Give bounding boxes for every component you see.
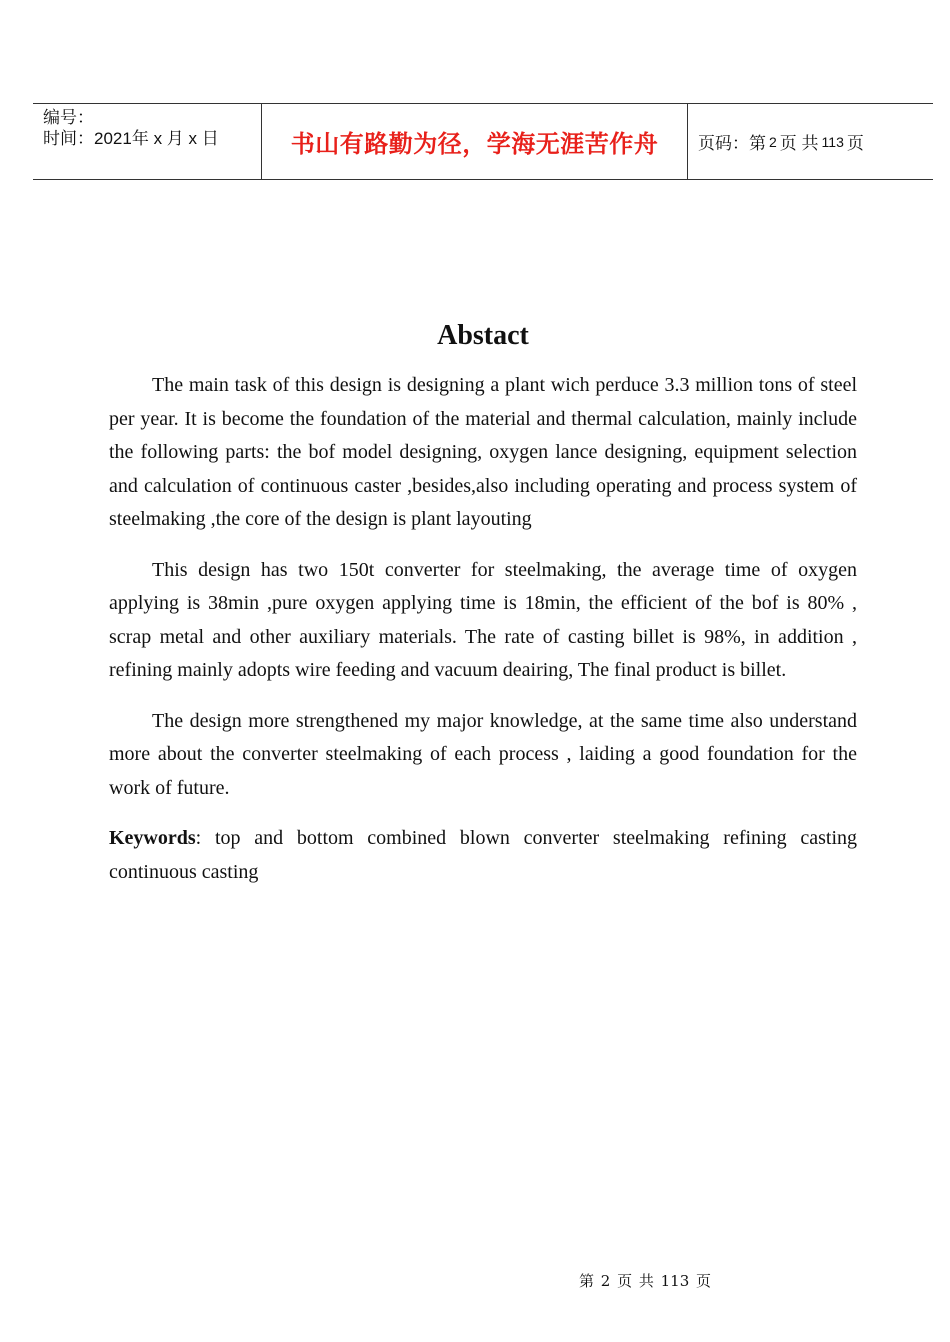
keywords-line — [109, 822, 857, 889]
document-time-line — [43, 128, 261, 149]
keywords-text: : top and bottom combined blown converter steelmaking refining casting continuous casting — [109, 827, 857, 883]
document-number-label: 编号： — [43, 108, 94, 127]
page-number: 2 — [769, 133, 777, 150]
header-page-cell — [688, 104, 933, 179]
page-label: 页码：第 — [698, 134, 766, 153]
time-year-char: 年 — [131, 129, 149, 148]
page-end: 页 — [846, 134, 864, 153]
page-footer: 第 2 页 共 113 页 — [579, 1272, 712, 1290]
abstract-title: Abstact — [437, 320, 529, 351]
abstract-paragraph-1: The main task of this design is designing a plant wich perduce 3.3 million tons of steel per year. It is become the foundation of the material and thermal calculation, mainly include the following parts: the bof model designing, oxygen lance designing, equipment selection and calculation of continuous caster ,besides,also including operating and process system of steelmaking ,the core of the design is plant layouting — [109, 374, 857, 530]
keywords-label: Keywords — [109, 827, 196, 849]
document-body — [109, 315, 857, 889]
page-mid: 页 共 — [779, 134, 819, 153]
total-pages: 113 — [821, 133, 844, 150]
time-prefix: 时间： — [43, 129, 94, 148]
header-meta-cell — [33, 104, 262, 179]
time-day: x — [188, 129, 198, 148]
time-month-char: 月 — [166, 129, 184, 148]
abstract-paragraph-3: The design more strengthened my major knowledge, at the same time also understand more about the converter steelmaking of each process , laiding a good foundation for the work of future. — [109, 709, 857, 799]
time-day-char: 日 — [201, 129, 219, 148]
header-motto: 书山有路勤为径，学海无涯苦作舟 — [290, 130, 659, 158]
document-header-table — [33, 103, 933, 180]
header-motto-cell — [262, 104, 688, 179]
time-month: x — [153, 129, 163, 148]
abstract-paragraph-2: This design has two 150t converter for steelmaking, the average time of oxygen applying is 38min ,pure oxygen applying time is 18min, the efficient of the bof is 80% , scrap metal and other auxiliary materials. The rate of casting billet is 98%, in addition , refining mainly adopts wire feeding and vacuum deairing, The final product is billet. — [109, 558, 857, 681]
time-year: 2021 — [94, 129, 132, 148]
